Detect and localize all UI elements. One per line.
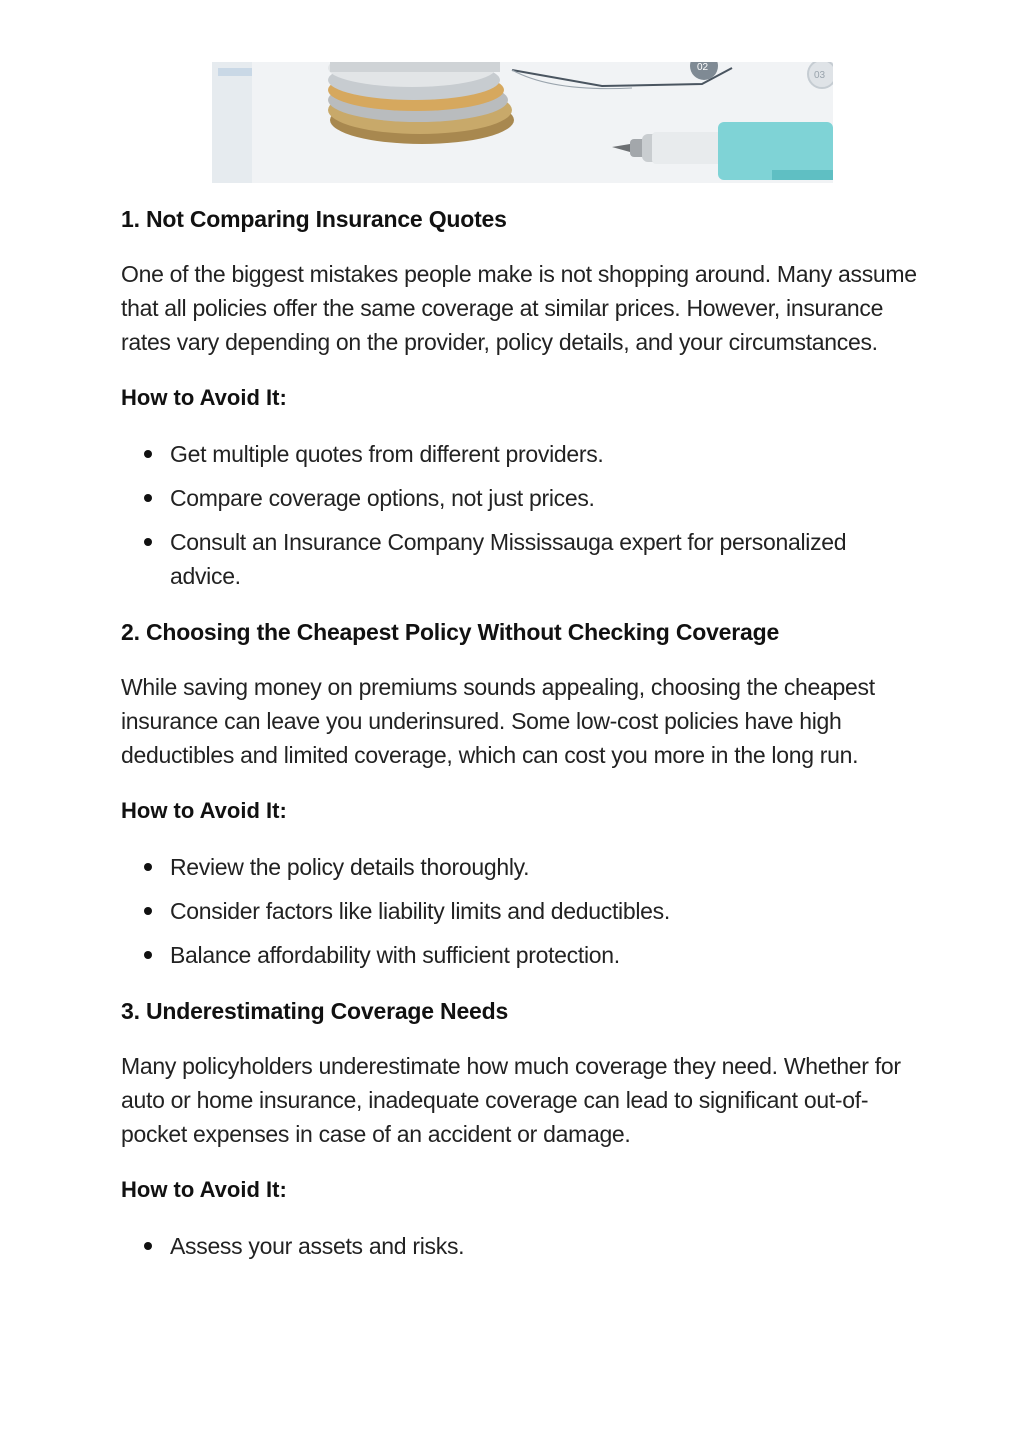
list-item	[170, 481, 921, 515]
section-paragraph: Many policyholders underestimate how much coverage they need. Whether for auto or home insurance, inadequate coverage can lead to significant out-of-pocket expenses in case of an accident or damage.	[121, 1053, 901, 1147]
bullet-icon	[144, 450, 152, 458]
tips-list	[121, 1229, 921, 1263]
list-item	[170, 1229, 921, 1263]
list-item-text: Consider factors like liability limits and deductibles.	[170, 898, 670, 924]
svg-text:03: 03	[814, 70, 826, 81]
list-item	[170, 938, 921, 972]
list-item-text: Balance affordability with sufficient protection.	[170, 942, 620, 968]
how-to-avoid-heading: How to Avoid It:	[121, 798, 287, 823]
list-item	[170, 525, 921, 593]
list-item-text: Assess your assets and risks.	[170, 1233, 465, 1259]
list-item	[170, 437, 921, 471]
list-item	[170, 894, 921, 928]
section-heading: 1. Not Comparing Insurance Quotes	[121, 206, 507, 232]
list-item-text: Compare coverage options, not just prices.	[170, 485, 595, 511]
bullet-icon	[144, 951, 152, 959]
how-to-avoid-heading: How to Avoid It:	[121, 1177, 287, 1202]
bullet-icon	[144, 538, 152, 546]
list-item	[170, 850, 921, 884]
list-item-text: Consult an Insurance Company Mississauga expert for personalized advice.	[170, 529, 847, 589]
section-3	[121, 996, 921, 1263]
section-heading: 2. Choosing the Cheapest Policy Without Checking Coverage	[121, 619, 780, 645]
how-to-avoid-heading: How to Avoid It:	[121, 385, 287, 410]
hero-image	[212, 62, 833, 183]
bullet-icon	[144, 1242, 152, 1250]
section-paragraph: While saving money on premiums sounds appealing, choosing the cheapest insurance can leave you underinsured. Some low-cost policies have high deductibles and limited coverage, which can cost you more in the long run.	[121, 674, 875, 768]
section-paragraph: One of the biggest mistakes people make is not shopping around. Many assume that all policies offer the same coverage at similar prices. However, insurance rates vary depending on the provider, policy details, and your circumstances.	[121, 261, 917, 355]
bullet-icon	[144, 863, 152, 871]
article-body	[121, 204, 921, 1287]
coins-and-pen-illustration	[212, 62, 833, 183]
section-1	[121, 204, 921, 593]
list-item-text: Review the policy details thoroughly.	[170, 854, 530, 880]
tips-list	[121, 437, 921, 593]
bullet-icon	[144, 494, 152, 502]
section-2	[121, 617, 921, 972]
list-item-text: Get multiple quotes from different providers.	[170, 441, 604, 467]
section-heading: 3. Underestimating Coverage Needs	[121, 998, 509, 1024]
bullet-icon	[144, 907, 152, 915]
svg-text:02: 02	[697, 62, 709, 73]
tips-list	[121, 850, 921, 972]
